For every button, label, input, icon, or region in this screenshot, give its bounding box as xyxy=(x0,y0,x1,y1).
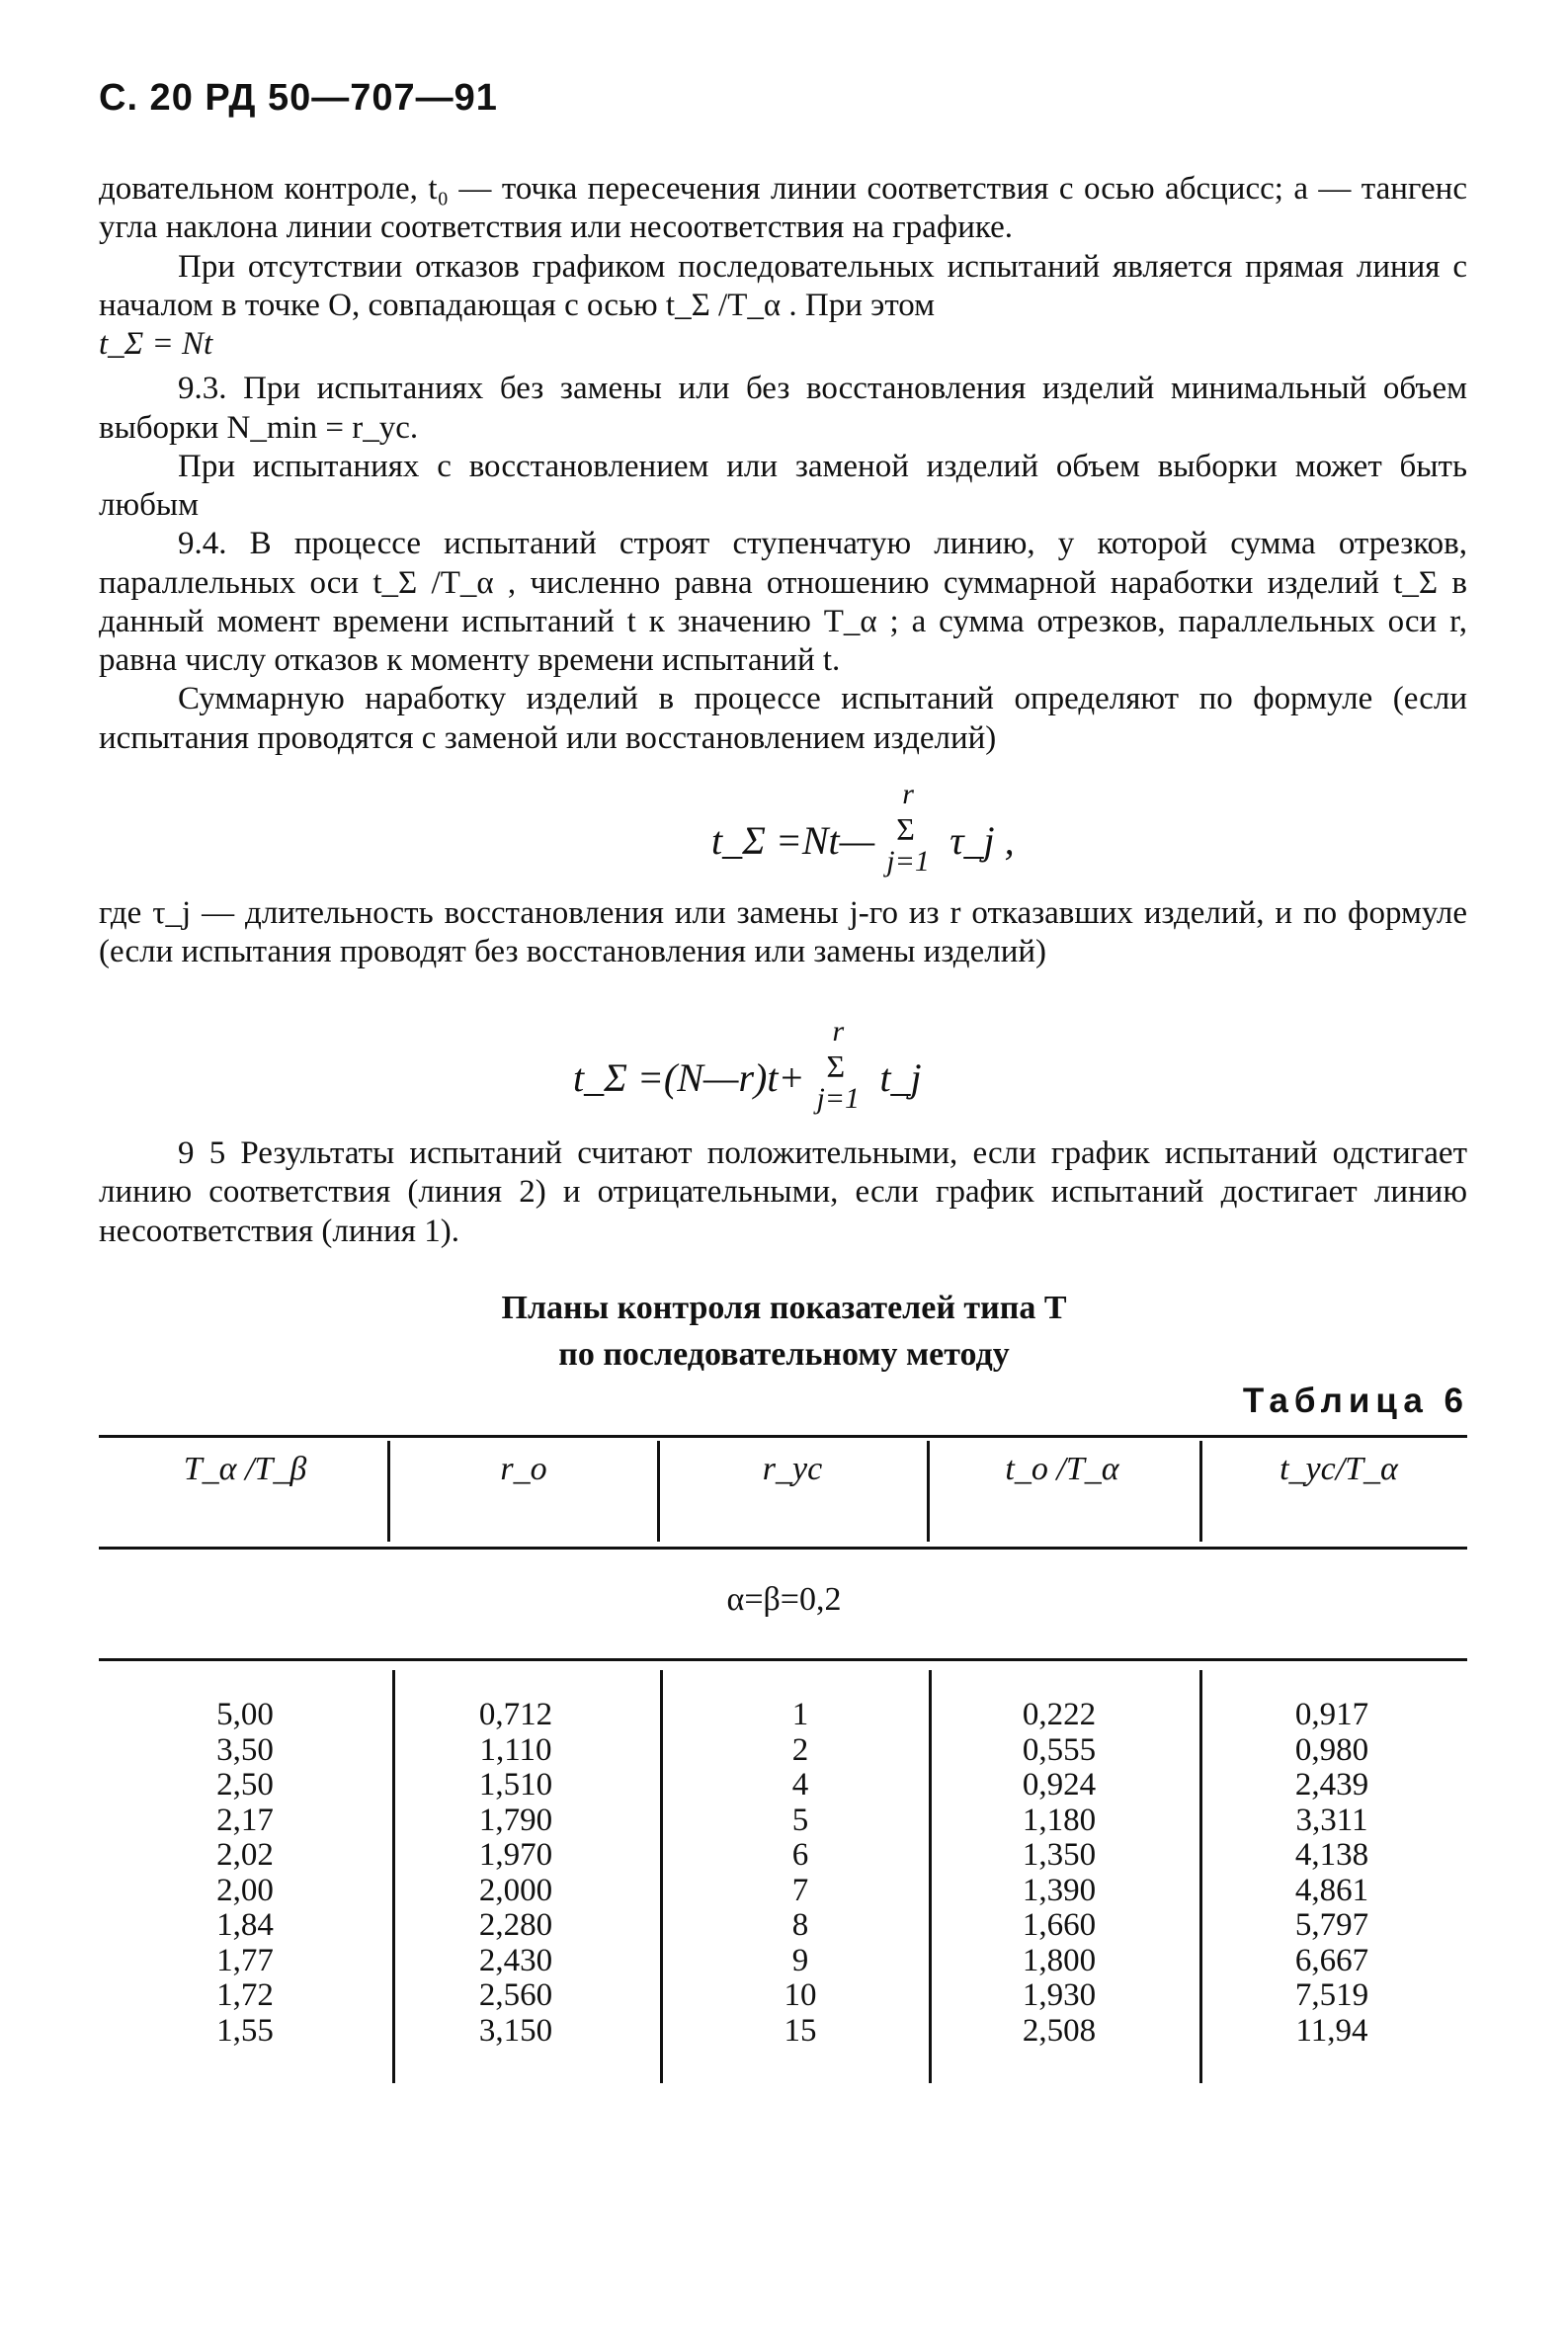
table-cell: 1,510 xyxy=(478,1767,553,1803)
sum-sign xyxy=(814,1015,869,1115)
header-ta-tb: T_α /T_β xyxy=(183,1451,307,1487)
table-cell: 1,180 xyxy=(1022,1802,1097,1838)
body-text-block-2 xyxy=(99,894,1467,972)
table-cell: 0,980 xyxy=(1294,1731,1369,1768)
table-cell: 1,660 xyxy=(1022,1907,1097,1943)
sum-upper-limit: r xyxy=(902,778,914,810)
formula-with-replacement xyxy=(711,778,1015,878)
table-cell: 9 xyxy=(791,1942,809,1978)
table-cell: 3,311 xyxy=(1295,1802,1368,1838)
body-divider xyxy=(929,1670,932,2083)
table-cell: 2,280 xyxy=(478,1907,553,1943)
table-cell: 1,55 xyxy=(216,2012,274,2049)
table-top-rule xyxy=(99,1435,1467,1438)
table-cell: 2,17 xyxy=(216,1802,274,1838)
table-cell: 1,77 xyxy=(216,1942,274,1978)
column-ta-tb xyxy=(156,1698,334,2049)
table-cell: 0,917 xyxy=(1294,1697,1369,1732)
body-divider xyxy=(660,1670,663,2083)
table-cell: 4 xyxy=(791,1767,809,1803)
sum-upper-limit: r xyxy=(832,1015,845,1048)
table-cell: 4,138 xyxy=(1294,1837,1369,1873)
table-cell: 7,519 xyxy=(1294,1977,1369,2013)
paragraph-no-failures: При отсутствии отказов графиком последовательных испытаний является прямая линия с началом в точке O, совпадающая с осью t_Σ /T_α . При этом xyxy=(99,248,1467,323)
sum-lower-limit: j=1 xyxy=(816,1082,861,1115)
table-cell: 2,00 xyxy=(216,1872,274,1908)
formula-1-term: τ_j , xyxy=(949,818,1015,864)
sum-sign xyxy=(884,778,940,878)
table-cell: 7 xyxy=(791,1872,809,1908)
running-header: С. 20 РД 50—707—91 xyxy=(99,77,498,119)
body-divider xyxy=(392,1670,395,2083)
header-rus: r_ус xyxy=(762,1451,823,1487)
table-cell: 8 xyxy=(791,1907,809,1943)
table-cell: 5 xyxy=(791,1802,809,1838)
header-r0: r_o xyxy=(500,1451,547,1487)
table-cell: 1,84 xyxy=(216,1907,274,1943)
table-cell: 10 xyxy=(784,1977,817,2013)
paragraph-9-3: 9.3. При испытаниях без замены или без восстановления изделий минимальный объем выборки N_min = r_ус. xyxy=(99,371,1467,446)
header-t0-ta: t_o /T_α xyxy=(1005,1451,1119,1487)
table-number-label: Таблица 6 xyxy=(1242,1382,1469,1420)
table-title-line-2: по последовательному методу xyxy=(558,1336,1010,1373)
table-cell: 0,924 xyxy=(1022,1767,1097,1803)
table-cell: 5,00 xyxy=(216,1697,274,1732)
table-cell: 2,560 xyxy=(478,1977,553,2013)
body-text-block-1 xyxy=(99,170,1467,758)
paragraph-total-operating-time: Суммарную наработку изделий в процессе испытаний определяют по формуле (если испытания проводятся с заменой или восстановлением изделий) xyxy=(99,681,1467,756)
table-cell: 0,555 xyxy=(1022,1731,1097,1768)
table-cell: 6,667 xyxy=(1294,1942,1369,1978)
header-divider xyxy=(387,1441,390,1542)
table-cell: 3,50 xyxy=(216,1731,274,1768)
table-cell: 5,797 xyxy=(1294,1907,1369,1943)
table-cell: 0,222 xyxy=(1022,1697,1097,1732)
table-cell: 1,970 xyxy=(478,1837,553,1873)
table-title-line-1: Планы контроля показателей типа T xyxy=(501,1290,1067,1326)
table-cell: 1,800 xyxy=(1022,1942,1097,1978)
table-cell: 0,712 xyxy=(478,1697,553,1732)
column-r0 xyxy=(427,1698,605,2049)
table-condition-rule xyxy=(99,1658,1467,1661)
column-rus xyxy=(711,1698,889,2049)
table-cell: 1,930 xyxy=(1022,1977,1097,2013)
table-cell: 2,02 xyxy=(216,1837,274,1873)
table-cell: 2 xyxy=(791,1731,809,1768)
body-divider xyxy=(1199,1670,1202,2083)
table-cell: 2,430 xyxy=(478,1942,553,1978)
sum-lower-limit: j=1 xyxy=(886,845,930,878)
column-tus-ta xyxy=(1243,1698,1421,2049)
sigma-symbol: Σ xyxy=(896,811,915,847)
table-cell: 2,50 xyxy=(216,1767,274,1803)
paragraph-where-tau: где τ_j — длительность восстановления или замены j-го из r отказавших изделий, и по формуле (если испытания проводят без восстановления или замены изделий) xyxy=(99,895,1467,970)
table-cell: 1,72 xyxy=(216,1977,274,2013)
table-cell: 1,790 xyxy=(478,1802,553,1838)
table-cell: 4,861 xyxy=(1294,1872,1369,1908)
header-divider xyxy=(1199,1441,1202,1542)
formula-2-term: t_j xyxy=(879,1055,922,1101)
header-divider xyxy=(927,1441,930,1542)
formula-1-left: t_Σ =Nt— xyxy=(711,818,875,864)
table-cell: 1,350 xyxy=(1022,1837,1097,1873)
table-cell: 1 xyxy=(791,1697,809,1732)
alpha-beta-condition: α=β=0,2 xyxy=(726,1581,842,1618)
table-cell: 11,94 xyxy=(1295,2012,1368,2049)
table-cell: 1,110 xyxy=(479,1731,552,1768)
paragraph-9-5: 9 5 Результаты испытаний считают положительными, если график испытаний одстигает линию соответствия (линия 2) и отрицательными, если график испытаний достигает линию несоответствия (линия 1). xyxy=(99,1135,1467,1249)
body-text-block-3 xyxy=(99,1134,1467,1251)
table-cell: 3,150 xyxy=(478,2012,553,2049)
table-cell: 2,000 xyxy=(478,1872,553,1908)
header-tus-ta: t_ус/T_α xyxy=(1279,1451,1398,1487)
paragraph-9-4: 9.4. В процессе испытаний строят ступенчатую линию, у которой сумма отрезков, параллельных оси t_Σ /T_α , численно равна отношению суммарной наработки изделий t_Σ в данный момент времени испытаний t к значению T_α ; а сумма отрезков, параллельных оси r, равна числу отказов к моменту времени испытаний t. xyxy=(99,526,1467,679)
paragraph-sample-size: При испытаниях с восстановлением или заменой изделий объем выборки может быть любым xyxy=(99,448,1467,524)
paragraph-continuation: довательном контроле, t₀ — точка пересечения линии соответствия с осью абсцисс; a — тангенс угла наклона линии соответствия или несоответствия на графике. xyxy=(99,171,1467,246)
table-cell: 1,390 xyxy=(1022,1872,1097,1908)
table-header-rule xyxy=(99,1547,1467,1550)
table-cell: 6 xyxy=(791,1837,809,1873)
table-cell: 2,439 xyxy=(1294,1767,1369,1803)
formula-inline-nt: t_Σ = Nt xyxy=(99,326,213,363)
sigma-symbol: Σ xyxy=(826,1049,846,1084)
formula-2-left: t_Σ =(N—r)t+ xyxy=(573,1055,805,1101)
header-divider xyxy=(657,1441,660,1542)
table-cell: 2,508 xyxy=(1022,2012,1097,2049)
table-cell: 15 xyxy=(784,2012,817,2049)
formula-without-replacement xyxy=(573,1015,922,1115)
column-t0-ta xyxy=(970,1698,1148,2049)
